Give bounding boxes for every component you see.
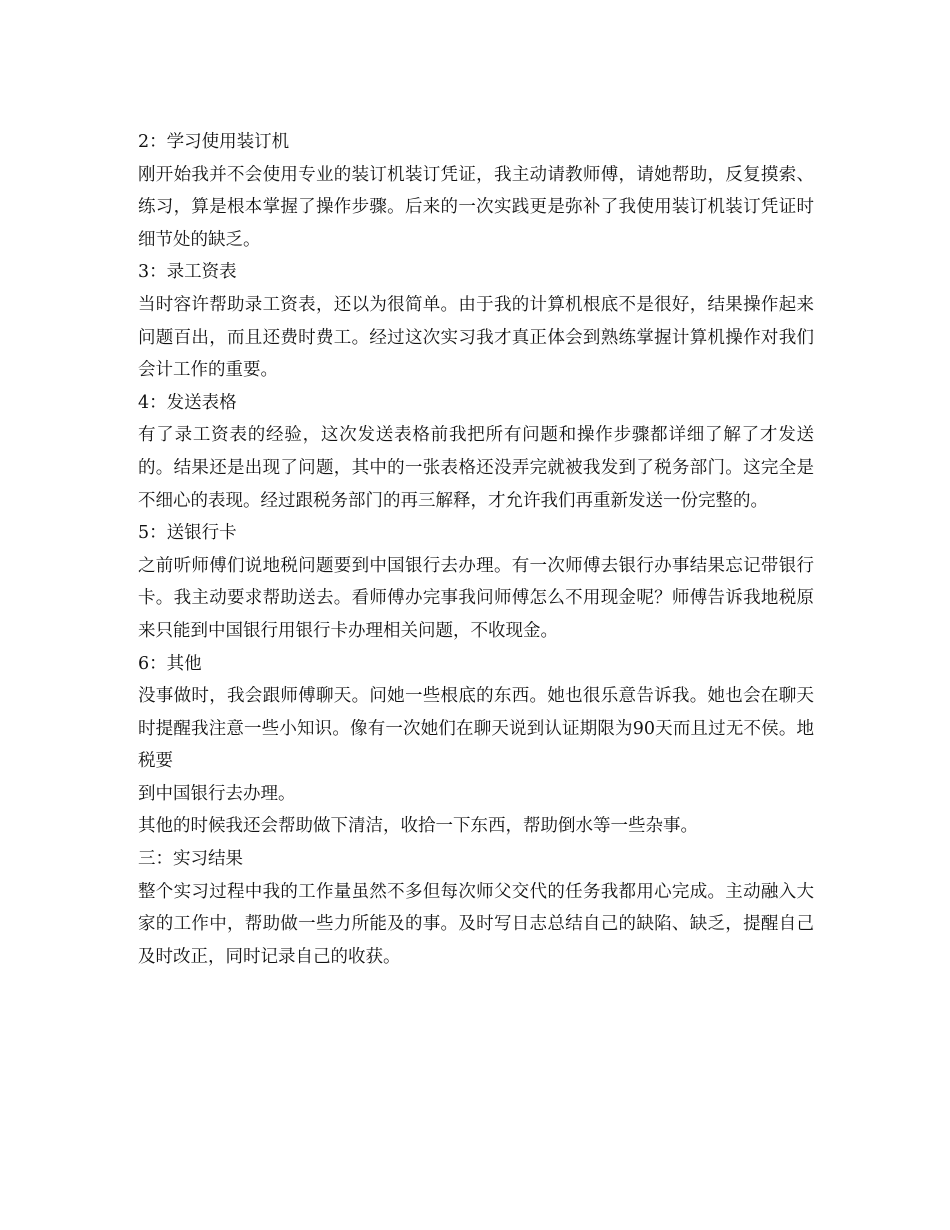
paragraph-other-3: 其他的时候我还会帮助做下清洁，收拾一下东西，帮助倒水等一些杂事。	[138, 816, 698, 837]
section-heading-bank-card: 5：送银行卡	[138, 523, 237, 544]
paragraph-send-forms: 有了录工资表的经验，这次发送表格前我把所有问题和操作步骤都详细了解了才发送的。结果还是出现了问题，其中的一张表格还没弄完就被我发到了税务部门。这完全是不细心的表现。经过跟税务部门的再三解释，才允许我们再重新发送一份完整的。	[138, 425, 814, 511]
section-heading-other: 6：其他	[138, 653, 202, 674]
document-page	[138, 126, 814, 973]
section-heading-binding-machine: 2：学习使用装订机	[138, 132, 290, 152]
section-heading-payroll: 3：录工资表	[138, 262, 237, 283]
paragraph-binding-machine: 刚开始我并不会使用专业的装订机装订凭证，我主动请教师傅，请她帮助，反复摸索、练习，算是根本掌握了操作步骤。后来的一次实践更是弥补了我使用装订机装订凭证时细节处的缺乏。	[138, 164, 814, 250]
paragraph-payroll: 当时容许帮助录工资表，还以为很简单。由于我的计算机根底不是很好，结果操作起来问题百出，而且还费时费工。经过这次实习我才真正体会到熟练掌握计算机操作对我们会计工作的重要。	[138, 294, 814, 381]
section-heading-send-forms: 4：发送表格	[138, 392, 237, 413]
paragraph-other-1: 没事做时，我会跟师傅聊天。问她一些根底的东西。她也很乐意告诉我。她也会在聊天时提醒我注意一些小知识。像有一次她们在聊天说到认证期限为90天而且过无不侯。地税要	[138, 686, 814, 772]
section-heading-internship-results: 三：实习结果	[138, 849, 243, 870]
paragraph-bank-card: 之前听师傅们说地税问题要到中国银行去办理。有一次师傅去银行办事结果忘记带银行卡。我主动要求帮助送去。看师傅办完事我问师傅怎么不用现金呢？师傅告诉我地税原来只能到中国银行用银行卡办理相关问题，不收现金。	[138, 555, 814, 641]
paragraph-internship-results: 整个实习过程中我的工作量虽然不多但每次师父交代的任务我都用心完成。主动融入大家的工作中，帮助做一些力所能及的事。及时写日志总结自己的缺陷、缺乏，提醒自己及时改正，同时记录自己的收获。	[138, 881, 814, 967]
paragraph-other-2: 到中国银行去办理。	[138, 783, 296, 804]
